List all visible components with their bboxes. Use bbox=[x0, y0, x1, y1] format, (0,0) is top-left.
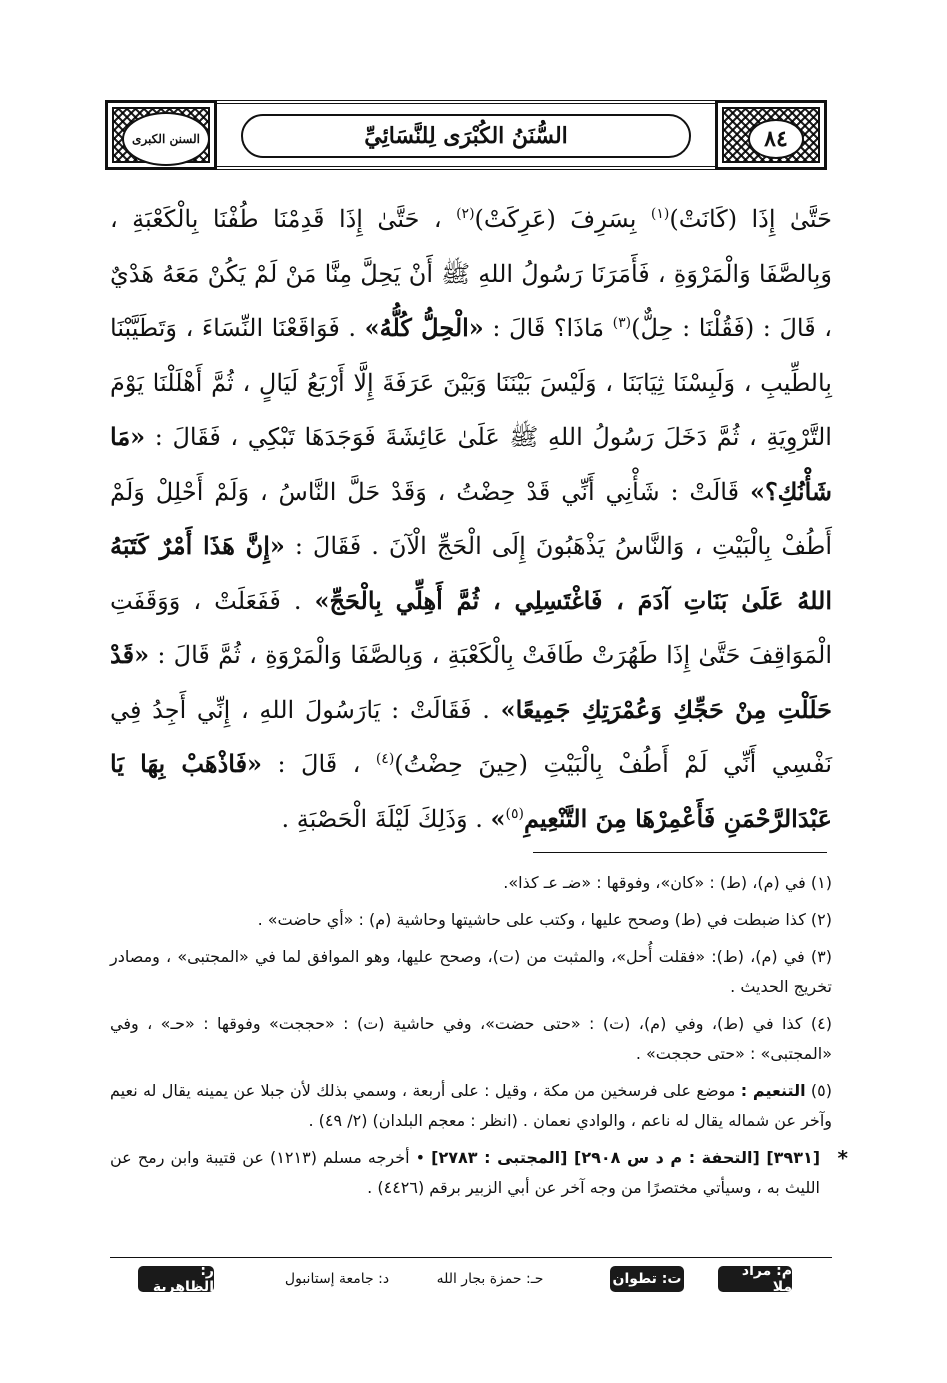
text-segment: شَأْنِي أَنِّي قَدْ حِضْتُ ، وَقَدْ حَلَّ النَّاسُ ، وَلَمْ أَحْلِلْ وَلَمْ أَطُفْ بِالْبَيْتِ ، وَالنَّاسُ bbox=[110, 477, 832, 560]
text-segment: . فَفَعَلَتْ ، وَوَقَفَتِ الْمَوَاقِفَ حَتَّىٰ إِذَا طَهُرَتْ bbox=[110, 586, 832, 669]
manuscript-r-badge: ر: الظاهرية bbox=[138, 1266, 214, 1292]
manuscript-h-label: حـ: حمزة بجار الله bbox=[436, 1271, 544, 1287]
text-segment: . bbox=[475, 804, 491, 833]
text-segment: . فَقَالَتْ : يَارَسُولَ اللهِ ، إِنِّي أَجِدُ فِي نَفْسِي أَنِّي لَمْ أَطُفْ بِالْبَيْتِ bbox=[110, 695, 833, 778]
text-segment: ، قَالَ : bbox=[262, 750, 376, 778]
takhrij-note bbox=[110, 1143, 848, 1203]
footnote-ref: (٤) bbox=[375, 751, 395, 767]
text-segment: . فَوَاقَعْنَا النِّسَاءَ ، وَتَطَيَّبْنَا بِالطِّيبِ ، bbox=[110, 314, 832, 397]
book-emblem bbox=[122, 112, 210, 166]
text-segment: دَخَلَ رَسُولُ اللهِ ﷺ عَلَىٰ عَائِشَةَ فَوَجَدَهَا تَبْكِي ، فَقَالَ : bbox=[145, 423, 708, 451]
manuscript-t-badge: ت: تطوان bbox=[610, 1266, 684, 1292]
page-number-box bbox=[748, 119, 804, 159]
text-segment: قَالَتْ : bbox=[670, 477, 750, 506]
title-bar bbox=[217, 100, 715, 170]
prophetic-quote: «قَدْ حَلَلْتِ مِنْ حَجِّكِ وَعُمْرَتِكِ جَمِيعًا» bbox=[110, 640, 833, 724]
footnote-3: (٣) في (م)، (ط): «فقلت أُحل»، والمثبت من (ت)، وصحح عليها، وهو الموافق لما في «المجتبى» ، ومصادر تخريج الحديث . bbox=[110, 947, 832, 996]
text-segment: وَذَلِكَ لَيْلَةَ الْحَصْبَةِ . bbox=[281, 804, 468, 833]
takhrij-text: • أخرجه مسلم (١٢١٣) عن قتيبة وابن رمح عن الليث به ، وسيأتي مختصرًا من وجه آخر عن أبي الزبير برقم (٤٤٢٦) . bbox=[110, 1148, 820, 1197]
manuscript-d-label: د: جامعة إستانبول bbox=[284, 1271, 390, 1287]
text-segment: بِسَرِفَ (عَرِكَتْ) bbox=[474, 205, 651, 233]
hadith-text bbox=[110, 192, 832, 846]
page-number-ornament bbox=[715, 100, 827, 170]
footnote-1: (١) في (م)، (ط) : «كان»، وفوقها : «ضـ عـ كذا». bbox=[503, 873, 832, 892]
text-segment: طَافَتْ بِالْكَعْبَةِ ، وَبِالصَّفَا وَالْمَرْوَةِ ، ثُمَّ قَالَ : bbox=[149, 641, 584, 669]
emblem-text: السنن الكبرى bbox=[132, 132, 200, 146]
emblem-ornament bbox=[105, 100, 217, 170]
manuscript-m-badge: م: مراد ملا bbox=[718, 1266, 792, 1292]
book-title: السُّنَنُ الكُبْرَى لِلنَّسَائِيِّ bbox=[364, 123, 568, 149]
prophetic-quote: «إِنَّ هَذَا أَمْرٌ كَتَبَهُ اللهُ عَلَىٰ بَنَاتِ آدَمَ ، فَاغْتَسِلِي ، ثُمَّ أَهِلِّي بِالْحَجِّ» bbox=[110, 531, 832, 615]
footnote-2: (٢) كذا ضبطت في (ط) وصحح عليها ، وكتب على حاشيتها وحاشية (م) : «أي حاضت» . bbox=[257, 910, 832, 929]
prophetic-quote: «فَاذْهَبْ بِهَا يَا عَبْدَالرَّحْمَنِ فَأَعْمِرْهَا مِنَ التَّنْعِيمِ bbox=[110, 749, 832, 833]
text-segment: مَاذَا؟ قَالَ : bbox=[483, 314, 613, 342]
text-segment: يَذْهَبُونَ إِلَى الْحَجِّ الْآنَ . فَقَالَ : bbox=[284, 532, 605, 560]
footnote-divider bbox=[533, 852, 827, 853]
page-number: ٨٤ bbox=[764, 126, 788, 152]
footnote-ref: (١) bbox=[650, 206, 670, 222]
footnote-ref: (٣) bbox=[612, 315, 632, 331]
bottom-divider bbox=[110, 1257, 832, 1258]
footnote-term: التنعيم : bbox=[740, 1081, 806, 1100]
prophetic-quote: «مَا شَأْنُكِ؟» bbox=[110, 422, 833, 506]
text-segment: ، حَتَّىٰ إِذَا قَدِمْنَا طُفْنَا بِالْكَعْبَةِ ، وَبِالصَّفَا bbox=[110, 205, 832, 288]
footnotes bbox=[110, 868, 848, 1210]
footnote-ref: (٥) bbox=[505, 805, 524, 822]
text-segment: (حِينَ حِضْتُ) bbox=[394, 750, 529, 778]
footnote-number: (٥) bbox=[805, 1081, 833, 1100]
text-segment: (فَقُلْنَا : حِلٌّ) bbox=[631, 314, 755, 342]
footnote-text: موضع على فرسخين من مكة ، وقيل : على أربعة ، وسمي بذلك لأن جبلا عن يمينه يقال له نعيم وآخر عن شماله يقال له ناعم ، والوادي نعمان . (انظر : معجم البلدان) (٢/ ٤٩) . bbox=[110, 1081, 832, 1130]
prophetic-quote: «الْحِلُّ كُلُّهُ» bbox=[364, 313, 484, 342]
footnote-4: (٤) كذا في (ط)، وفي (م)، (ت) : «حتى حضت»، وفي حاشية (ت) : «حججت» وفوقها : «حـ» ، وفي «المجتبى» : «حتى حججت» . bbox=[110, 1014, 832, 1063]
footnote-ref: (٢) bbox=[456, 206, 475, 222]
text-segment: وَلَبِسْنَا ثِيَابَنَا ، وَلَيْسَ بَيْنَنَا وَبَيْنَ عَرَفَةَ إِلَّا أَرْبَعُ لَيَالٍ ، ثُمَّ أَهْلَلْنَا يَوْمَ التَّرْوِيَةِ ، ثُمَّ bbox=[110, 368, 832, 451]
quote-close: » bbox=[490, 803, 506, 833]
text-segment: حَتَّىٰ إِذَا (كَانَتْ) bbox=[669, 205, 833, 233]
footnote-5 bbox=[110, 1076, 832, 1136]
text-segment: وَالْمَرْوَةِ ، فَأَمَرَنَا رَسُولُ اللهِ ﷺ أَنْ يَحِلَّ مِنَّا مَنْ لَمْ يَكُنْ مَعَهُ هَدْيٌ ، قَالَ : bbox=[110, 259, 832, 342]
page-header bbox=[105, 100, 827, 170]
title-cartouche bbox=[241, 114, 691, 158]
asterisk-icon: * bbox=[837, 1146, 848, 1170]
hadith-reference: [٣٩٣١] [التحفة : م د س ٢٩٠٨] [المجتبى : ٢٧٨٣] bbox=[431, 1148, 821, 1167]
